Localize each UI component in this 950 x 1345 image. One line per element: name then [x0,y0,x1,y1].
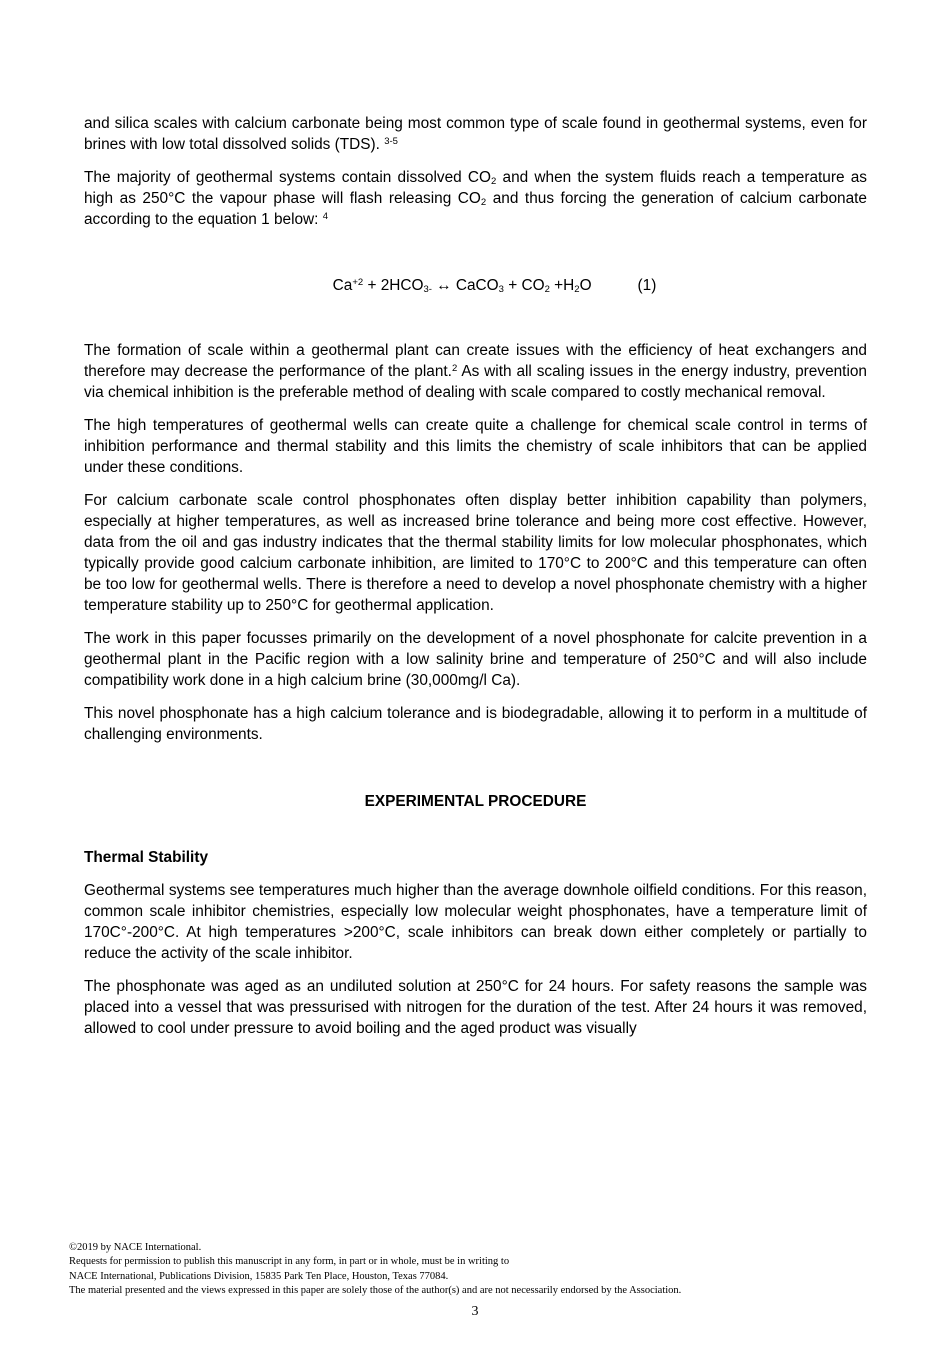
footer-line: Requests for permission to publish this manuscript in any form, in part or in whole, must be in writing to [69,1256,510,1268]
paragraph-scale-formation: The formation of scale within a geothermal plant can create issues with the efficiency of heat exchangers and therefore may decrease the performance of the plant.$^2$ As with all scaling issues in the energy industry, prevention via chemical inhibition is the preferable method of dealing with scale compared to costly mechanical removal. [84,342,867,401]
section-heading: EXPERIMENTAL PROCEDURE [364,793,587,810]
equation-1: $Ca^{+2} + 2HCO_{3-}$ ↔ CaCO$_3$ + $CO_2 +H_2O$ (1) [332,277,657,295]
subsection-heading: Thermal Stability [84,849,209,866]
paragraph-work-scope: The work in this paper focusses primarily on the development of a novel phosphonate for calcite prevention in a geothermal plant in the Pacific region with a low salinity brine and temperature of 250°C and will also include compatibility work done in a high calcium brine (30,000mg/l Ca). [84,630,867,689]
footer-line: The material presented and the views expressed in this paper are solely those of the author(s) and are not necessarily endorsed by the Association. [69,1284,682,1296]
paragraph-calcium-tolerance: This novel phosphonate has a high calcium tolerance and is biodegradable, allowing it to perform in a multitude of challenging environments. [84,705,867,743]
citation-ref: 2 [451,363,458,374]
citation-ref: 3-5 [384,136,398,147]
footer-line: ©2019 by NACE International. [69,1242,202,1253]
paragraph-scale-types: and silica scales with calcium carbonate being most common type of scale found in geothermal systems, even for brines with low total dissolved solids (TDS). $^{3-5}$ [84,115,867,153]
paragraph-geothermal-temperatures: Geothermal systems see temperatures much higher than the average downhole oilfield conditions. For this reason, common scale inhibitor chemistries, especially low molecular weight phosphonates, have a temperature limit of 170C°-200°C. At high temperatures >200°C, scale inhibitors can break down either completely or partially to reduce the activity of the scale inhibitor. [84,882,867,962]
citation-ref: 4 [322,211,329,222]
footer-line: NACE International, Publications Division, 15835 Park Ten Place, Houston, Texas 77084. [69,1270,449,1282]
paragraph-aging-procedure: The phosphonate was aged as an undiluted solution at 250°C for 24 hours. For safety reasons the sample was placed into a vessel that was pressurised with nitrogen for the duration of the test. After 24 hours it was removed, allowed to cool under pressure to avoid boiling and the aged product was visually [84,978,867,1037]
paragraph-high-temperatures: The high temperatures of geothermal wells can create quite a challenge for chemical scale control in terms of inhibition performance and thermal stability and this limits the chemistry of scale inhibitors that can be applied under these conditions. [84,417,867,476]
page-body [84,113,867,1051]
copyright-footer [69,1241,881,1298]
equation-number: (1) [637,277,657,294]
paragraph-dissolved-co2: The majority of geothermal systems contain dissolved $CO_2$ and when the system fluids reach a temperature as high as 250°C the vapour phase will flash releasing $CO_2$ and thus forcing the generation of calcium carbonate according to the equation 1 below: $^4$ [84,169,867,228]
paragraph-phosphonates: For calcium carbonate scale control phosphonates often display better inhibition capability than polymers, especially at higher temperatures, as well as increased brine tolerance and being more cost effective. However, data from the oil and gas industry indicates that the thermal stability limits for low molecular phosphonates, which typically provide good calcium carbonate inhibition, are limited to 170°C to 200°C and this temperature can often be too low for geothermal wells. There is therefore a need to develop a novel phosphonate chemistry with a higher temperature stability up to 250°C for geothermal application. [84,492,867,614]
page-number: 3 [471,1304,479,1319]
